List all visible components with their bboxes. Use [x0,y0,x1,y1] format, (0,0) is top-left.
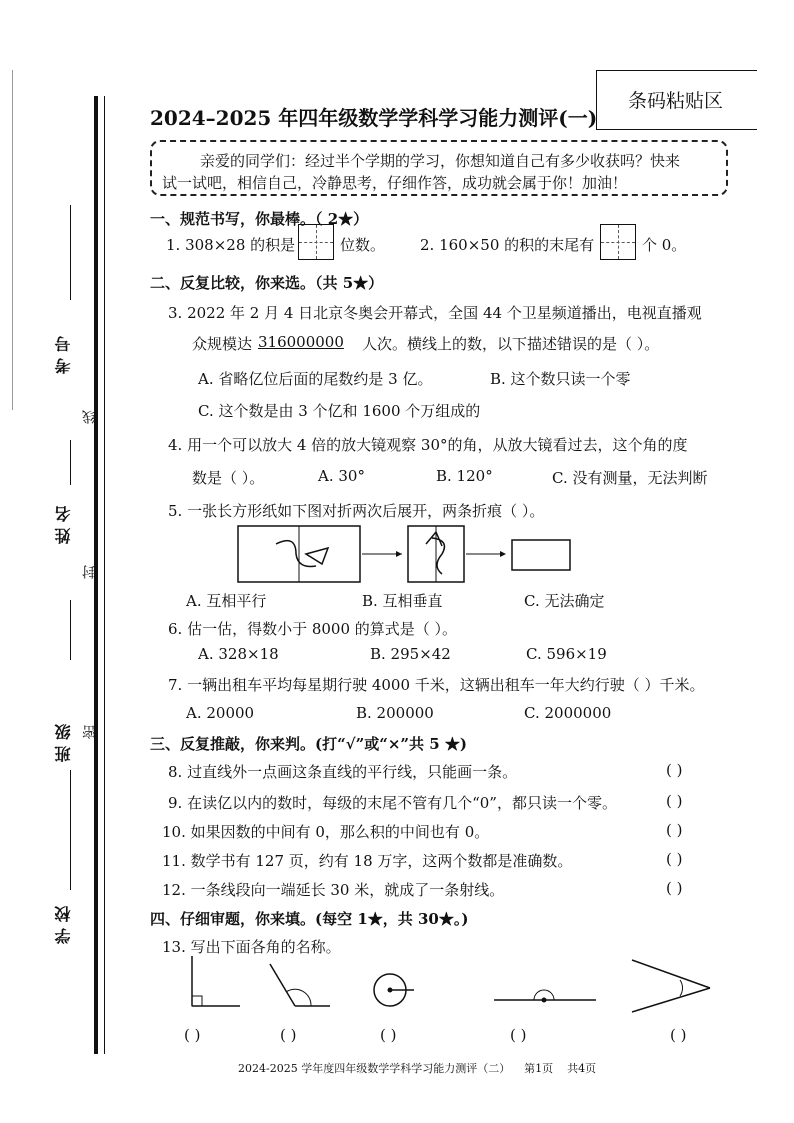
q1-text-b: 位数。 [340,236,386,254]
page-title: 2024–2025 年四年级数学学科学习能力测评(一) [150,106,598,130]
q5-fold-figure [236,524,616,586]
q12-answer-paren[interactable]: ( ) [666,879,683,897]
name-label: 姓名 [54,500,73,544]
q1-answer-box[interactable] [298,224,334,260]
q6-option-a[interactable]: A. 328×18 [198,645,279,663]
class-label: 班级 [54,718,73,762]
q13-text: 13. 写出下面各角的名称。 [162,938,341,956]
school-label: 学校 [54,900,73,944]
q4-line-1: 4. 用一个可以放大 4 倍的放大镜观察 30°的角，从放大镜看过去，这个角的度 [168,436,688,454]
q13-answer-2[interactable]: ( ) [280,1026,297,1044]
page-edge-mark [12,70,13,410]
q3-line-1: 3. 2022 年 2 月 4 日北京冬奥会开幕式，全国 44 个卫星频道播出，电视直播观 [168,304,702,322]
q5-text: 5. 一张长方形纸如下图对折两次后展开，两条折痕（ ）。 [168,502,545,520]
barcode-label: 条码粘贴区 [628,90,724,112]
q7-option-b[interactable]: B. 200000 [356,704,434,722]
q8-answer-paren[interactable]: ( ) [666,761,683,779]
q3-number: 316000000 [258,333,344,351]
q13-answer-5[interactable]: ( ) [670,1026,687,1044]
section4-heading: 四、仔细审题，你来填。(每空 1★，共 30★。) [150,910,469,928]
q3-option-b[interactable]: B. 这个数只读一个零 [490,370,631,388]
seal-char-xian: 线 [82,410,98,424]
name-underline [70,440,71,485]
q12-text: 12. 一条线段向一端延长 30 米，就成了一条射线。 [162,881,505,899]
q4-line-2: 数是（ ）。 [192,469,265,487]
seal-char-mi: 密 [82,725,98,739]
q4-option-a[interactable]: A. 30° [318,467,365,485]
q2-answer-box[interactable] [600,224,636,260]
q7-option-c[interactable]: C. 2000000 [524,704,612,722]
q4-option-b[interactable]: B. 120° [436,467,493,485]
q10-answer-paren[interactable]: ( ) [666,821,683,839]
exam-no-label: 考号 [54,330,73,374]
q6-option-b[interactable]: B. 295×42 [370,645,451,663]
q5-option-a[interactable]: A. 互相平行 [186,592,267,610]
q5-option-b[interactable]: B. 互相垂直 [362,592,443,610]
exam-no-underline [70,205,71,300]
q9-text: 9. 在读亿以内的数时，每级的末尾不管有几个“0”，都只读一个零。 [168,794,617,812]
q7-option-a[interactable]: A. 20000 [186,704,255,722]
q7-text: 7. 一辆出租车平均每星期行驶 4000 千米，这辆出租车一年大约行驶（ ）千米。 [168,676,705,694]
q2-text-b: 个 0。 [642,236,687,254]
seal-char-feng: 封 [82,565,98,579]
q3-line-2a: 众规模达 [192,335,253,353]
q13-answer-4[interactable]: ( ) [510,1026,527,1044]
q11-answer-paren[interactable]: ( ) [666,850,683,868]
q10-text: 10. 如果因数的中间有 0，那么积的中间也有 0。 [162,823,490,841]
section2-heading: 二、反复比较，你来选。（共 5★） [150,274,384,292]
class-underline [70,600,71,660]
q11-text: 11. 数学书有 127 页，约有 18 万字，这两个数都是准确数。 [162,852,573,870]
binding-line-thin [104,96,105,1054]
q13-answer-3[interactable]: ( ) [380,1026,397,1044]
q5-option-c[interactable]: C. 无法确定 [524,592,605,610]
intro-line-1: 亲爱的同学们：经过半个学期的学习，你想知道自己有多少收获吗？快来 [200,152,681,170]
q8-text: 8. 过直线外一点画这条直线的平行线，只能画一条。 [168,763,518,781]
section1-heading: 一、规范书写，你最棒。（ 2★） [150,210,369,228]
q13-answer-1[interactable]: ( ) [184,1026,201,1044]
section3-heading: 三、反复推敲，你来判。(打“√”或“×”共 5 ★) [150,735,468,753]
q2-text-a: 2. 160×50 的积的末尾有 [420,236,595,254]
q9-answer-paren[interactable]: ( ) [666,792,683,810]
q3-line-2b: 人次。横线上的数，以下描述错误的是（ ）。 [362,335,660,353]
q3-option-a[interactable]: A. 省略亿位后面的尾数约是 3 亿。 [198,370,433,388]
q1-text-a: 1. 308×28 的积是 [166,236,296,254]
q4-option-c[interactable]: C. 没有测量，无法判断 [552,469,708,487]
page-footer: 2024-2025 学年度四年级数学学科学习能力测评（二） 第1页 共4页 [238,1062,597,1075]
q3-option-c[interactable]: C. 这个数是由 3 个亿和 1600 个万组成的 [198,402,481,420]
q6-option-c[interactable]: C. 596×19 [526,645,607,663]
school-underline [70,770,71,890]
q13-angle-figures [180,952,720,1016]
intro-line-2: 试一试吧，相信自己，冷静思考，仔细作答，成功就会属于你！加油！ [162,174,628,192]
q6-text: 6. 估一估，得数小于 8000 的算式是（ ）。 [168,620,458,638]
